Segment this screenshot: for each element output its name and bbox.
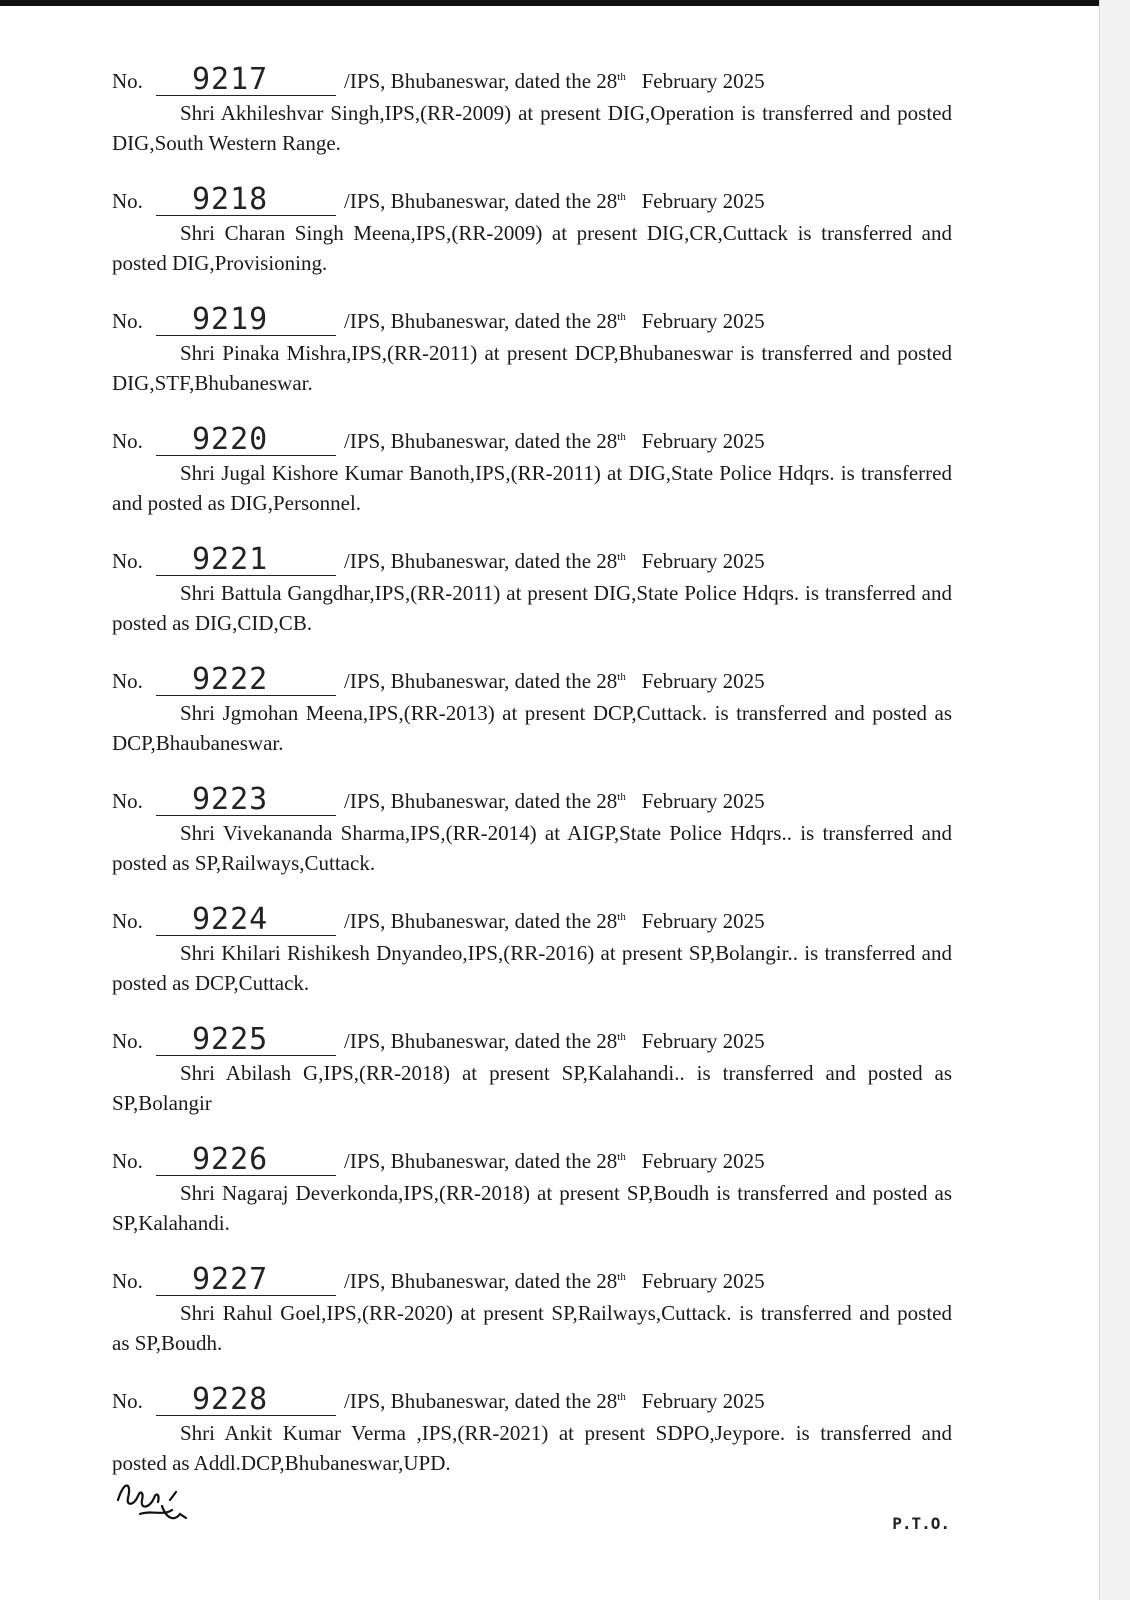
document-page: [112, 62, 952, 1502]
pto-label: P.T.O.: [892, 1514, 950, 1533]
order-date: February 2025: [641, 309, 765, 333]
order-header: [112, 302, 952, 336]
order-entry: [112, 542, 952, 634]
no-label: No.: [112, 429, 143, 453]
order-entry: [112, 782, 952, 874]
order-entry: [112, 1382, 952, 1474]
order-number: 9227: [156, 1265, 336, 1296]
order-entry: [112, 1022, 952, 1114]
order-header: [112, 422, 952, 456]
order-date: February 2025: [641, 1149, 765, 1173]
order-header-text: /IPS, Bhubaneswar, dated the 28: [344, 789, 618, 813]
order-header: [112, 1382, 952, 1416]
order-header-text: /IPS, Bhubaneswar, dated the 28: [344, 1389, 618, 1413]
ordinal-suffix: th: [617, 1391, 626, 1403]
order-header-text: /IPS, Bhubaneswar, dated the 28: [344, 1269, 618, 1293]
order-date: February 2025: [641, 429, 765, 453]
order-number: 9220: [156, 425, 336, 456]
order-number: 9217: [156, 65, 336, 96]
ordinal-suffix: th: [617, 71, 626, 83]
order-entry: [112, 422, 952, 514]
order-entry: [112, 662, 952, 754]
order-date: February 2025: [641, 789, 765, 813]
order-header: [112, 542, 952, 576]
order-number: 9228: [156, 1385, 336, 1416]
order-text: Shri Vivekananda Sharma,IPS,(RR-2014) at AIGP,State Police Hdqrs.. is transferred and posted as SP,Railways,Cuttack.: [112, 821, 952, 875]
order-date: February 2025: [641, 669, 765, 693]
order-header: [112, 902, 952, 936]
order-header-text: /IPS, Bhubaneswar, dated the 28: [344, 69, 618, 93]
order-header-text: /IPS, Bhubaneswar, dated the 28: [344, 1029, 618, 1053]
order-header-text: /IPS, Bhubaneswar, dated the 28: [344, 1149, 618, 1173]
order-date: February 2025: [641, 1269, 765, 1293]
ordinal-suffix: th: [617, 1271, 626, 1283]
order-entry: [112, 182, 952, 274]
order-entry: [112, 1142, 952, 1234]
ordinal-suffix: th: [617, 1151, 626, 1163]
order-header: [112, 1262, 952, 1296]
ordinal-suffix: th: [617, 1031, 626, 1043]
order-header-text: /IPS, Bhubaneswar, dated the 28: [344, 909, 618, 933]
no-label: No.: [112, 1149, 143, 1173]
order-header: [112, 782, 952, 816]
order-text: Shri Charan Singh Meena,IPS,(RR-2009) at present DIG,CR,Cuttack is transferred and posted DIG,Provisioning.: [112, 221, 952, 275]
page-footer: [110, 1470, 950, 1550]
order-text: Shri Battula Gangdhar,IPS,(RR-2011) at present DIG,State Police Hdqrs. is transferred and posted as DIG,CID,CB.: [112, 581, 952, 635]
order-header: [112, 662, 952, 696]
no-label: No.: [112, 309, 143, 333]
order-text: Shri Nagaraj Deverkonda,IPS,(RR-2018) at present SP,Boudh is transferred and posted as SP,Kalahandi.: [112, 1181, 952, 1235]
ordinal-suffix: th: [617, 551, 626, 563]
no-label: No.: [112, 1269, 143, 1293]
order-entry: [112, 62, 952, 154]
no-label: No.: [112, 549, 143, 573]
order-header-text: /IPS, Bhubaneswar, dated the 28: [344, 189, 618, 213]
order-entry: [112, 302, 952, 394]
order-date: February 2025: [641, 909, 765, 933]
ordinal-suffix: th: [617, 191, 626, 203]
order-text: Shri Rahul Goel,IPS,(RR-2020) at present SP,Railways,Cuttack. is transferred and posted as SP,Boudh.: [112, 1301, 952, 1355]
no-label: No.: [112, 789, 143, 813]
order-date: February 2025: [641, 189, 765, 213]
ordinal-suffix: th: [617, 311, 626, 323]
order-header: [112, 1142, 952, 1176]
order-number: 9222: [156, 665, 336, 696]
order-text: Shri Jgmohan Meena,IPS,(RR-2013) at present DCP,Cuttack. is transferred and posted as DCP,Bhaubaneswar.: [112, 701, 952, 755]
order-number: 9223: [156, 785, 336, 816]
order-text: Shri Khilari Rishikesh Dnyandeo,IPS,(RR-2016) at present SP,Bolangir.. is transferred and posted as DCP,Cuttack.: [112, 941, 952, 995]
order-header-text: /IPS, Bhubaneswar, dated the 28: [344, 669, 618, 693]
order-date: February 2025: [641, 69, 765, 93]
no-label: No.: [112, 69, 143, 93]
order-header-text: /IPS, Bhubaneswar, dated the 28: [344, 309, 618, 333]
order-date: February 2025: [641, 549, 765, 573]
no-label: No.: [112, 1389, 143, 1413]
no-label: No.: [112, 189, 143, 213]
top-border: [0, 0, 1130, 6]
order-number: 9221: [156, 545, 336, 576]
no-label: No.: [112, 909, 143, 933]
signature-icon: [110, 1470, 200, 1540]
order-number: 9218: [156, 185, 336, 216]
order-text: Shri Akhileshvar Singh,IPS,(RR-2009) at present DIG,Operation is transferred and posted DIG,South Western Range.: [112, 101, 952, 155]
ordinal-suffix: th: [617, 431, 626, 443]
order-date: February 2025: [641, 1029, 765, 1053]
order-number: 9226: [156, 1145, 336, 1176]
order-entry: [112, 902, 952, 994]
order-text: Shri Abilash G,IPS,(RR-2018) at present SP,Kalahandi.. is transferred and posted as SP,Bolangir: [112, 1061, 952, 1115]
order-header: [112, 182, 952, 216]
no-label: No.: [112, 1029, 143, 1053]
order-text: Shri Ankit Kumar Verma ,IPS,(RR-2021) at present SDPO,Jeypore. is transferred and posted as Addl.DCP,Bhubaneswar,UPD.: [112, 1421, 952, 1475]
right-page-edge: [1099, 0, 1130, 1600]
no-label: No.: [112, 669, 143, 693]
order-number: 9219: [156, 305, 336, 336]
order-header-text: /IPS, Bhubaneswar, dated the 28: [344, 549, 618, 573]
order-header: [112, 1022, 952, 1056]
order-text: Shri Pinaka Mishra,IPS,(RR-2011) at present DCP,Bhubaneswar is transferred and posted DIG,STF,Bhubaneswar.: [112, 341, 952, 395]
order-header: [112, 62, 952, 96]
order-entry: [112, 1262, 952, 1354]
order-number: 9225: [156, 1025, 336, 1056]
ordinal-suffix: th: [617, 671, 626, 683]
order-text: Shri Jugal Kishore Kumar Banoth,IPS,(RR-2011) at DIG,State Police Hdqrs. is transferred and posted as DIG,Personnel.: [112, 461, 952, 515]
ordinal-suffix: th: [617, 791, 626, 803]
ordinal-suffix: th: [617, 911, 626, 923]
order-date: February 2025: [641, 1389, 765, 1413]
order-number: 9224: [156, 905, 336, 936]
order-header-text: /IPS, Bhubaneswar, dated the 28: [344, 429, 618, 453]
